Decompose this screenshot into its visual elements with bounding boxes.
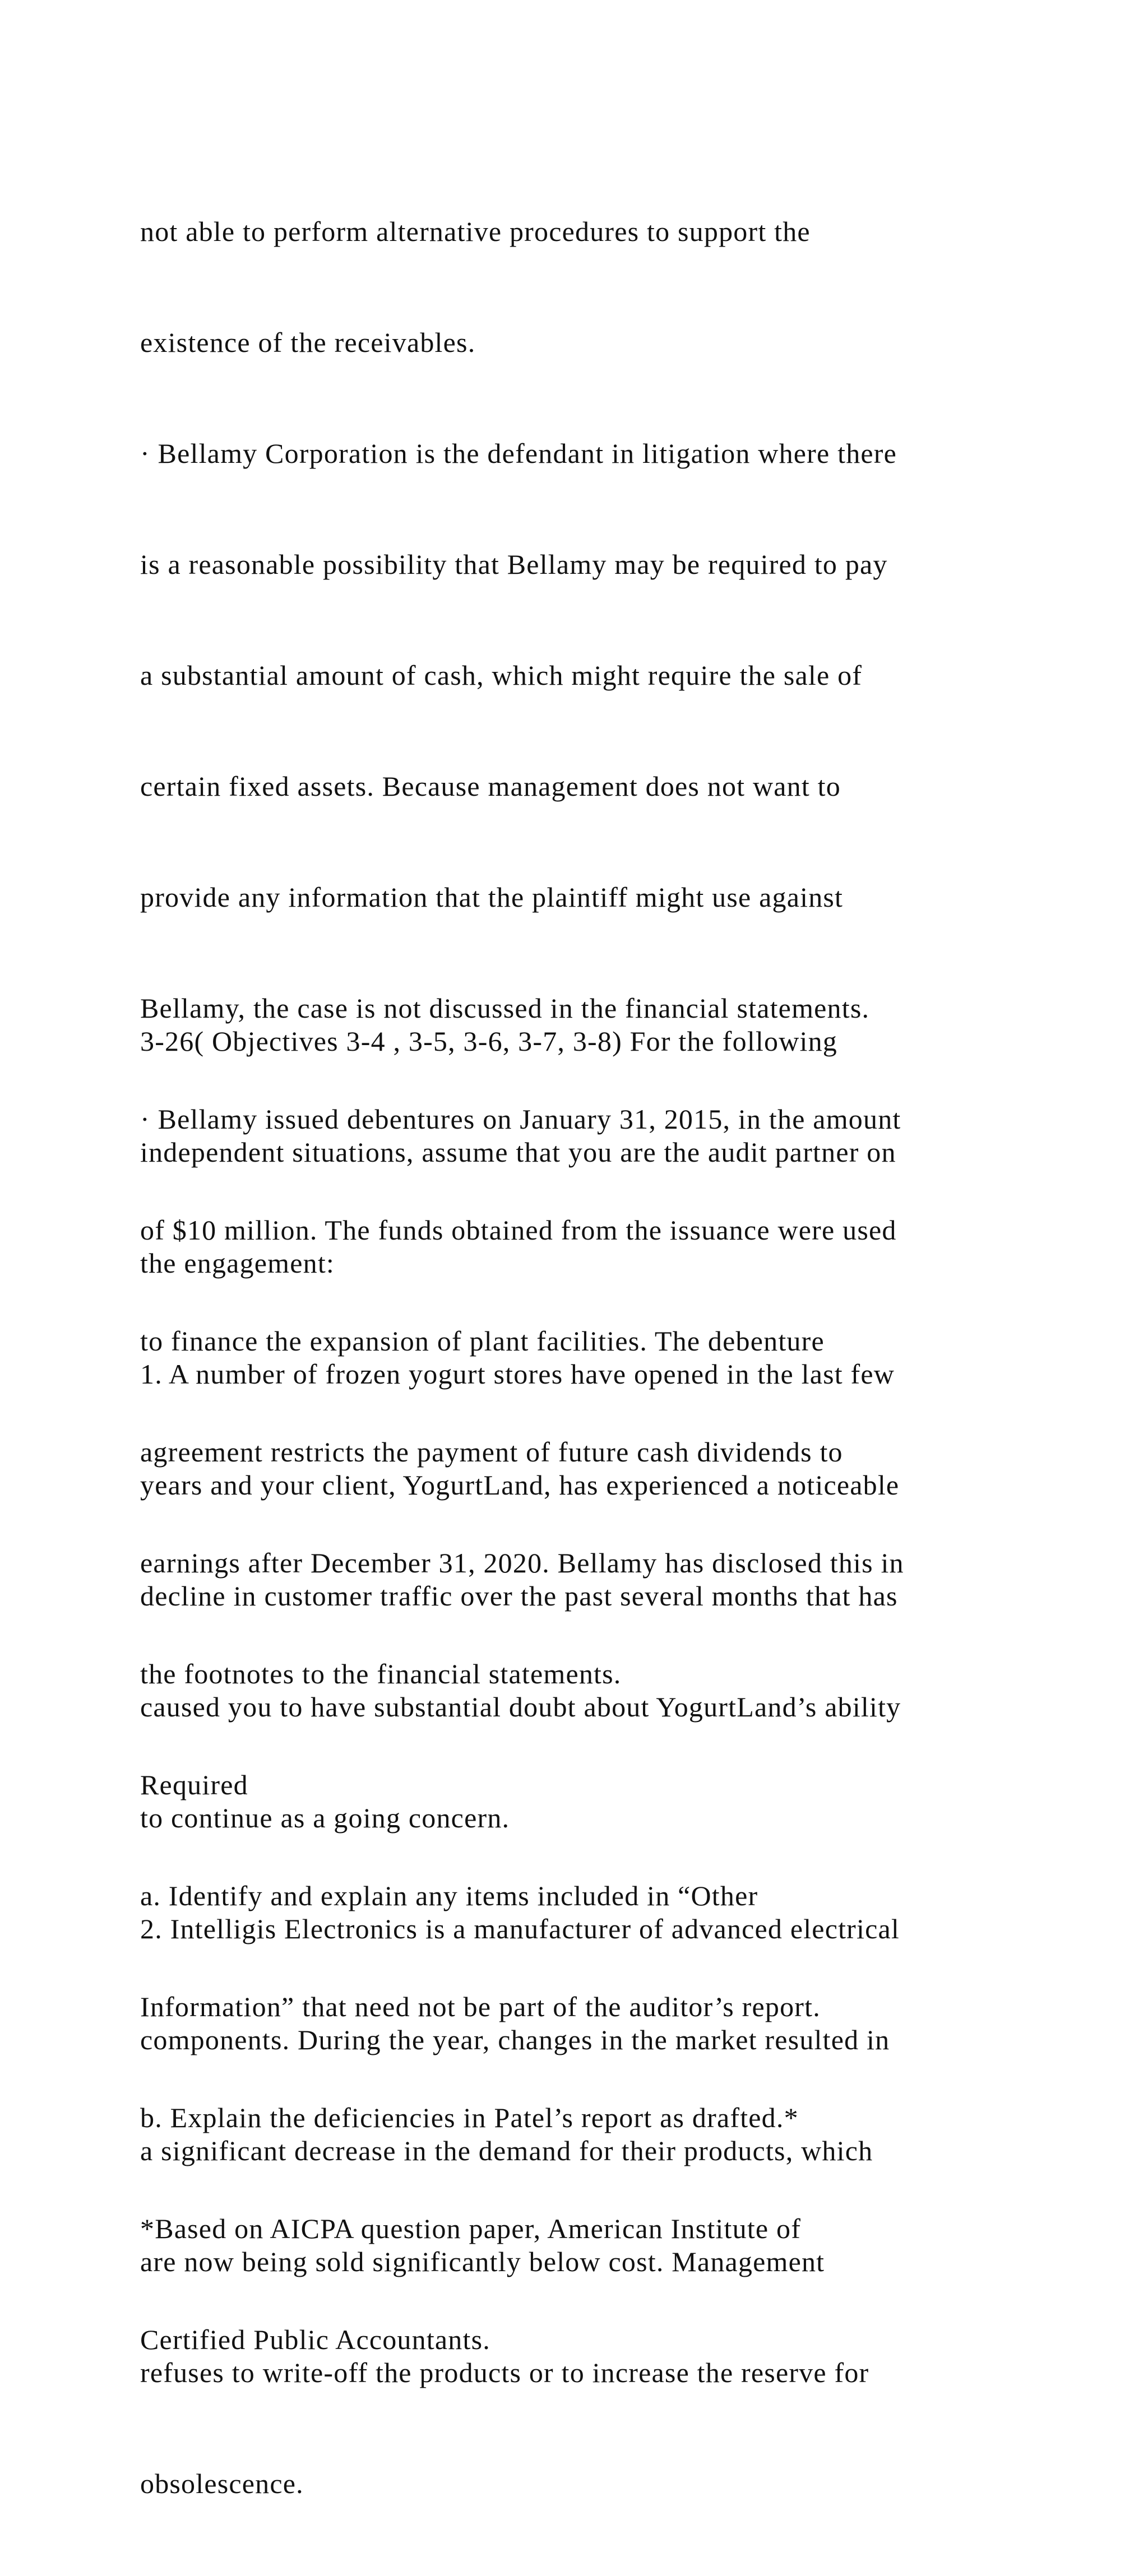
situation-1: 1. A number of frozen yogurt stores have opened in the last few (140, 1358, 895, 1390)
text-block-problem-3-26 (140, 949, 1037, 2576)
text-line: is a reasonable possibility that Bellamy may be required to pay (140, 549, 888, 580)
question-a: a. Identify and explain any items included in “Other (140, 1880, 758, 1911)
text-line: provide any information that the plaintiff might use against (140, 881, 844, 913)
text-line: the footnotes to the financial statements. (140, 1658, 622, 1690)
text-line: certain fixed assets. Because management does not want to (140, 771, 841, 802)
text-line: decline in customer traffic over the past several months that has (140, 1580, 898, 1612)
text-line: a significant decrease in the demand for their products, which (140, 2135, 873, 2166)
text-line: the engagement: (140, 1247, 335, 1279)
text-line: are now being sold significantly below cost. Management (140, 2246, 825, 2277)
text-line: components. During the year, changes in the market resulted in (140, 2024, 890, 2055)
text-line: agreement restricts the payment of future cash dividends to (140, 1436, 843, 1468)
situation-2: 2. Intelligis Electronics is a manufacturer of advanced electrical (140, 1913, 900, 1944)
footnote: *Based on AICPA question paper, American Institute of (140, 2213, 802, 2244)
text-line: existence of the receivables. (140, 327, 476, 358)
text-line: of $10 million. The funds obtained from the issuance were used (140, 1214, 897, 1246)
text-line: to continue as a going concern. (140, 1802, 510, 1834)
required-heading: Required (140, 1769, 248, 1800)
text-line: a substantial amount of cash, which might require the sale of (140, 660, 863, 691)
text-line: refuses to write-off the products or to increase the reserve for (140, 2357, 869, 2388)
text-line: caused you to have substantial doubt about YogurtLand’s ability (140, 1691, 901, 1723)
text-line: Bellamy, the case is not discussed in the financial statements. (140, 992, 870, 1024)
text-line: to finance the expansion of plant facilities. The debenture (140, 1325, 825, 1357)
text-line: not able to perform alternative procedures to support the (140, 216, 811, 247)
text-line: earnings after December 31, 2020. Bellamy has disclosed this in (140, 1547, 904, 1579)
question-b: b. Explain the deficiencies in Patel’s report as drafted.* (140, 2102, 799, 2133)
problem-heading: 3-26( Objectives 3-4 , 3-5, 3-6, 3-7, 3-8) For the following (140, 1025, 837, 1057)
text-line: years and your client, YogurtLand, has experienced a noticeable (140, 1469, 900, 1501)
bullet-item: · Bellamy issued debentures on January 31, 2015, in the amount (140, 1103, 901, 1135)
text-line: obsolescence. (140, 2468, 304, 2499)
text-line: Information” that need not be part of the auditor’s report. (140, 1991, 821, 2022)
text-line: independent situations, assume that you are the audit partner on (140, 1136, 896, 1168)
bullet-item: · Bellamy Corporation is the defendant in litigation where there (140, 438, 897, 469)
footnote: Certified Public Accountants. (140, 2324, 490, 2355)
